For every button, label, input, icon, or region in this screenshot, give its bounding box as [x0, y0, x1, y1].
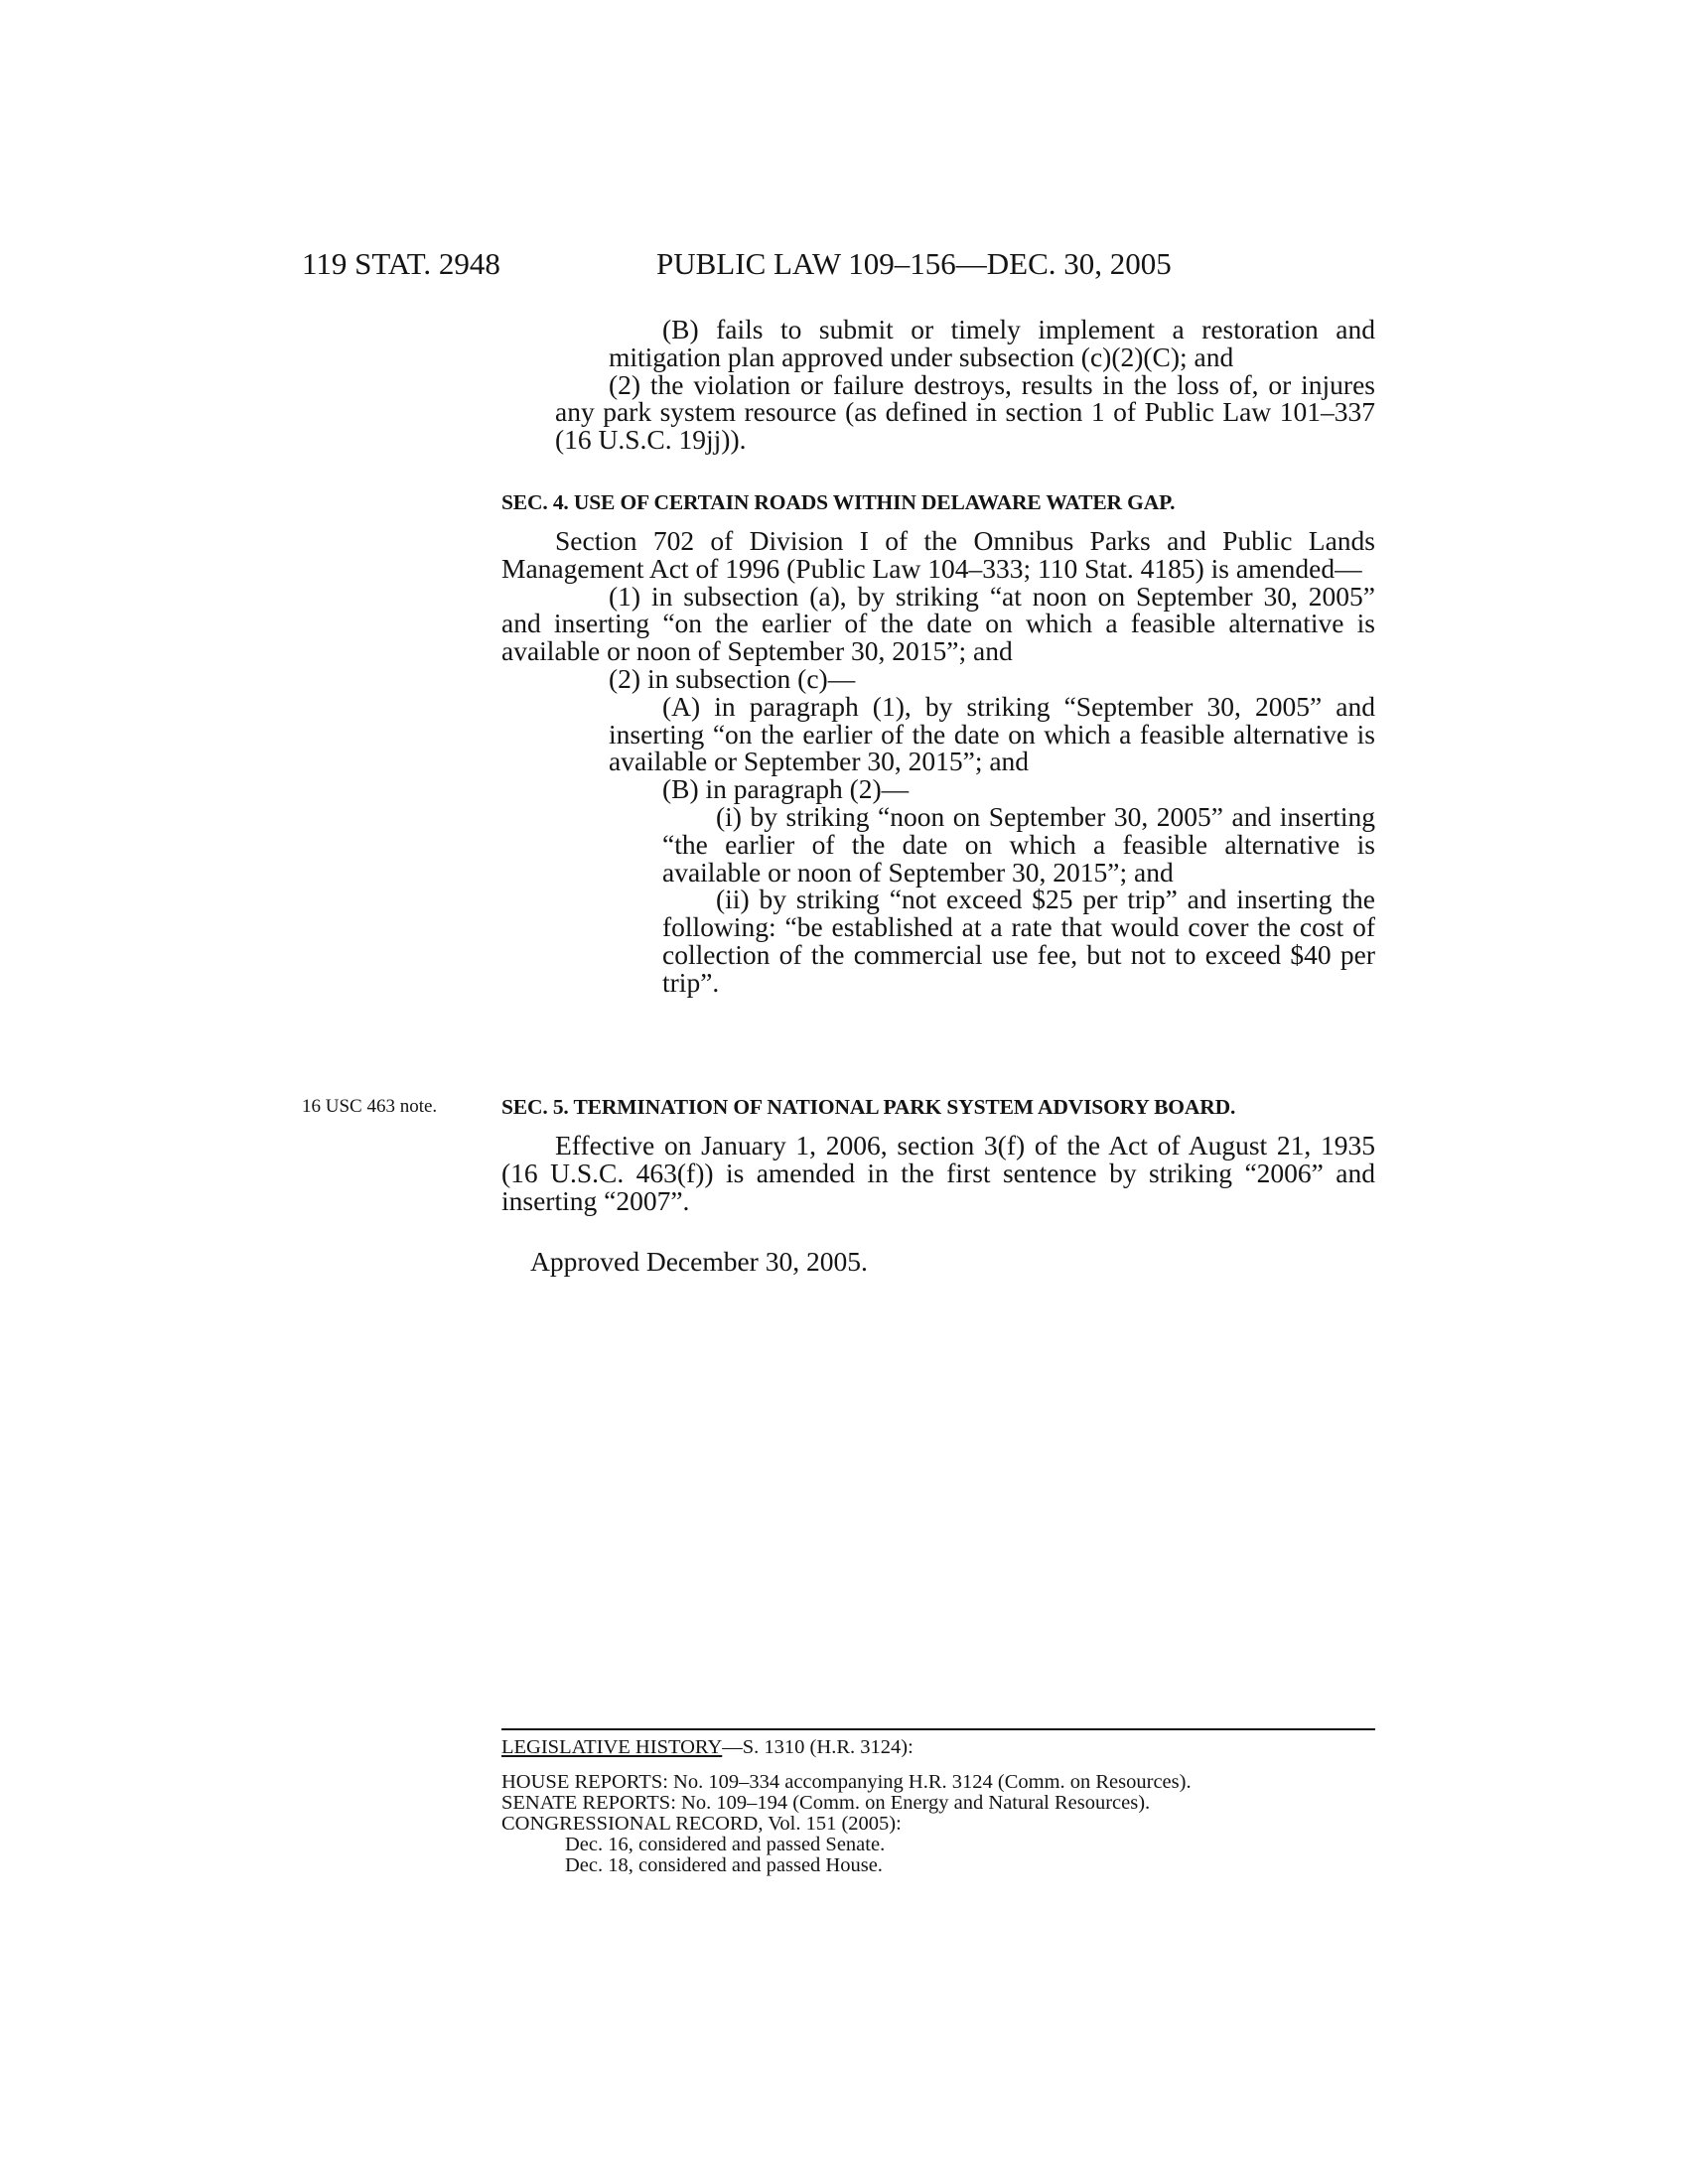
running-header-title: PUBLIC LAW 109–156—DEC. 30, 2005: [656, 246, 1172, 281]
section-4-heading: SEC. 4. USE OF CERTAIN ROADS WITHIN DELAWARE WATER GAP.: [501, 490, 1176, 514]
subparagraph-b: (B) fails to submit or timely implement a restoration and mitigation plan approved under subsection (c)(2)(C); and: [609, 314, 1375, 372]
senate-reports: SENATE REPORTS: No. 109–194 (Comm. on Energy and Natural Resources).: [501, 1792, 1151, 1814]
section-5-body: [501, 1132, 1375, 1214]
section-5-heading: SEC. 5. TERMINATION OF NATIONAL PARK SYSTEM ADVISORY BOARD.: [501, 1095, 1236, 1119]
record-entry-dec-16: Dec. 16, considered and passed Senate.: [565, 1834, 886, 1855]
approval-date: Approved December 30, 2005.: [530, 1246, 868, 1277]
margin-note: 16 USC 463 note.: [302, 1096, 438, 1117]
house-reports: HOUSE REPORTS: No. 109–334 accompanying H.R. 3124 (Comm. on Resources).: [501, 1771, 1192, 1793]
section-4-subparagraph-a: (A) in paragraph (1), by striking “September 30, 2005” and inserting “on the earlier of the date on which a feasible alternative is available or September 30, 2015”; and: [609, 690, 1375, 777]
section-4-paragraph-1: (1) in subsection (a), by striking “at noon on September 30, 2005” and inserting “on the earlier of the date on which a feasible alternative is available or noon of September 30, 2015”; and: [501, 580, 1375, 667]
legislative-history-bill: —S. 1310 (H.R. 3124):: [722, 1736, 914, 1758]
section-5-text: Effective on January 1, 2006, section 3(f) of the Act of August 21, 1935 (16 U.S.C. 463(f)) is amended in the first sentence by striking “2006” and inserting “2007”.: [501, 1130, 1375, 1216]
section-4-subparagraph-b: (B) in paragraph (2)—: [662, 773, 910, 805]
legislative-history-title: [501, 1737, 1375, 1759]
statute-page-number: 119 STAT. 2948: [302, 246, 500, 281]
section-4-intro: Section 702 of Division I of the Omnibus Parks and Public Lands Management Act of 1996 (Public Law 104–333; 110 Stat. 4185) is amended—: [501, 525, 1375, 584]
section-4-paragraph-2: (2) in subsection (c)—: [609, 662, 856, 694]
continuation-text: [501, 316, 1375, 454]
section-4-clause-i: (i) by striking “noon on September 30, 2005” and inserting “the earlier of the date on which a feasible alternative is available or noon of September 30, 2015”; and: [662, 800, 1375, 887]
section-4-body: [501, 527, 1375, 997]
section-4-clause-ii: (ii) by striking “not exceed $25 per trip” and inserting the following: “be established at a rate that would cover the cost of collection of the commercial use fee, but not to exceed $40 per trip”.: [662, 884, 1375, 998]
legislative-history-label: LEGISLATIVE HISTORY: [501, 1736, 723, 1758]
congressional-record: CONGRESSIONAL RECORD, Vol. 151 (2005):: [501, 1813, 902, 1835]
paragraph-2: (2) the violation or failure destroys, results in the loss of, or injures any park system resource (as defined in section 1 of Public Law 101–337 (16 U.S.C. 19jj)).: [555, 368, 1375, 456]
record-entry-dec-18: Dec. 18, considered and passed House.: [565, 1854, 883, 1876]
footnote-rule: [501, 1728, 1375, 1730]
